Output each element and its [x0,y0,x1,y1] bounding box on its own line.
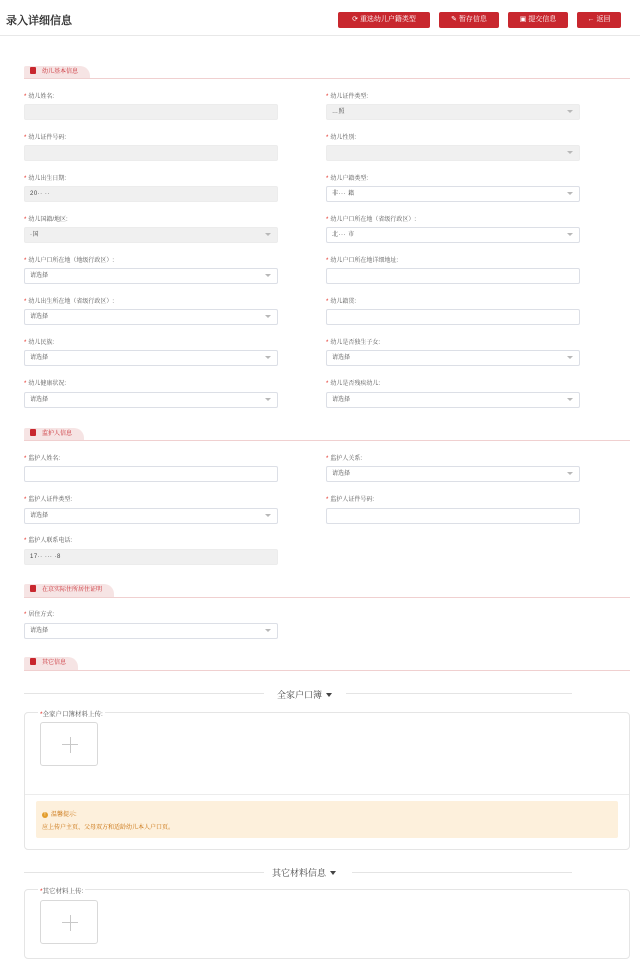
child-hukou-type-select[interactable]: 非··· 籍 [326,186,580,202]
other-materials-collapse-toggle[interactable]: 其它材料信息 [272,866,336,879]
guardian-id-number-label: * 监护人证件号码: [326,497,375,503]
divider-line [24,693,264,694]
child-id-number-field[interactable] [24,145,278,161]
divider-line [24,872,264,873]
divider-line [346,693,572,694]
guardian-relation-label: * 监护人关系: [326,456,363,462]
section-guardian-info: 监护人信息 [24,428,84,441]
reselect-hukou-type-button[interactable]: ⟳ 重选幼儿户籍类型 [338,12,430,28]
guardian-phone-label: * 监护人联系电话: [24,538,73,544]
child-nationality-label: * 幼儿国籍/地区: [24,217,68,223]
child-hukou-type-label: * 幼儿户籍类型: [326,176,369,182]
child-id-type-select[interactable]: …照 [326,104,580,120]
section-divider [24,440,630,441]
top-bar [0,0,640,36]
guardian-phone-field[interactable]: 17·· ··· ·8 [24,549,278,565]
save-draft-button[interactable]: ✎ 暂存信息 [439,12,499,28]
child-id-number-label: * 幼儿证件号码: [24,135,67,141]
page-title: 录入详细信息 [6,15,72,27]
child-native-place-input[interactable] [326,309,580,325]
child-ethnicity-select[interactable]: 请选择 [24,350,278,366]
child-gender-label: * 幼儿性别: [326,135,357,141]
child-hukou-city-select[interactable]: 请选择 [24,268,278,284]
section-other-info: 其它信息 [24,657,78,670]
chevron-down-icon [265,233,271,236]
child-native-place-label: * 幼儿籍贯: [326,299,357,305]
save-icon: ▣ [519,16,527,23]
chevron-down-icon [567,356,573,359]
other-upload-panel [24,889,630,959]
other-upload-label: *其它材料上传: [40,888,84,895]
chevron-down-icon [265,629,271,632]
caret-down-icon [330,871,336,875]
chevron-down-icon [567,192,573,195]
chevron-down-icon [265,274,271,277]
chevron-down-icon [567,398,573,401]
hukou-book-collapse-toggle[interactable]: 全家户口簿 [277,688,332,701]
child-hukou-province-label: * 幼儿户口所在地（省级行政区）: [326,217,417,223]
child-only-child-label: * 幼儿是否独生子女: [326,340,381,346]
child-ethnicity-label: * 幼儿民族: [24,340,55,346]
chevron-down-icon [265,356,271,359]
child-name-label: * 幼儿姓名: [24,94,55,100]
hukou-upload-label: *全家户口簿材料上传: [40,711,103,718]
tip-title: 温馨提示: [51,812,77,818]
chevron-down-icon [567,151,573,154]
child-birth-province-label: * 幼儿出生所在地（省级行政区）: [24,299,115,305]
document-icon [30,658,36,665]
child-only-child-select[interactable]: 请选择 [326,350,580,366]
pencil-icon: ✎ [451,16,457,23]
reminder-tip [36,801,618,838]
child-hukou-city-label: * 幼儿户口所在地（地级行政区）: [24,258,115,264]
arrow-left-icon: ← [587,16,595,23]
guardian-relation-select[interactable]: 请选择 [326,466,580,482]
submit-button[interactable]: ▣ 提交信息 [508,12,568,28]
section-child-info: 幼儿基本信息 [24,66,90,79]
guardian-id-number-input[interactable] [326,508,580,524]
document-icon [30,429,36,436]
section-divider [24,78,630,79]
child-birth-date-field[interactable]: 20·· ·· [24,186,278,202]
chevron-down-icon [567,233,573,236]
child-nationality-select[interactable]: ·国 [24,227,278,243]
section-divider [24,670,630,671]
child-special-select[interactable]: 请选择 [326,392,580,408]
child-birth-date-label: * 幼儿出生日期: [24,176,67,182]
section-residence-proof: 在京实际住所居住证明 [24,584,114,597]
info-icon: ! [42,812,48,818]
back-button[interactable]: ← 返回 [577,12,621,28]
chevron-down-icon [265,514,271,517]
guardian-id-type-select[interactable]: 请选择 [24,508,278,524]
chevron-down-icon [265,315,271,318]
hukou-upload-button[interactable] [40,722,98,766]
refresh-icon: ⟳ [352,16,358,23]
chevron-down-icon [567,110,573,113]
guardian-name-input[interactable] [24,466,278,482]
child-hukou-address-input[interactable] [326,268,580,284]
panel-divider [25,794,629,795]
child-id-type-label: * 幼儿证件类型: [326,94,369,100]
document-icon [30,67,36,74]
child-health-label: * 幼儿健康状况: [24,381,67,387]
divider-line [352,872,572,873]
child-hukou-address-label: * 幼儿户口所在地详细地址: [326,258,399,264]
residence-mode-select[interactable]: 请选择 [24,623,278,639]
child-special-label: * 幼儿是否残疾幼儿: [326,381,381,387]
child-health-select[interactable]: 请选择 [24,392,278,408]
residence-mode-label: * 居住方式: [24,612,55,618]
section-divider [24,597,630,598]
other-upload-button[interactable] [40,900,98,944]
guardian-name-label: * 监护人姓名: [24,456,61,462]
child-hukou-province-select[interactable]: 北··· 市 [326,227,580,243]
caret-down-icon [326,693,332,697]
document-icon [30,585,36,592]
chevron-down-icon [265,398,271,401]
child-gender-select[interactable] [326,145,580,161]
chevron-down-icon [567,472,573,475]
child-name-field[interactable] [24,104,278,120]
guardian-id-type-label: * 监护人证件类型: [24,497,73,503]
child-birth-province-select[interactable]: 请选择 [24,309,278,325]
tip-text: 应上传户主页、父母双方和适龄幼儿本人户口页。 [42,825,175,831]
